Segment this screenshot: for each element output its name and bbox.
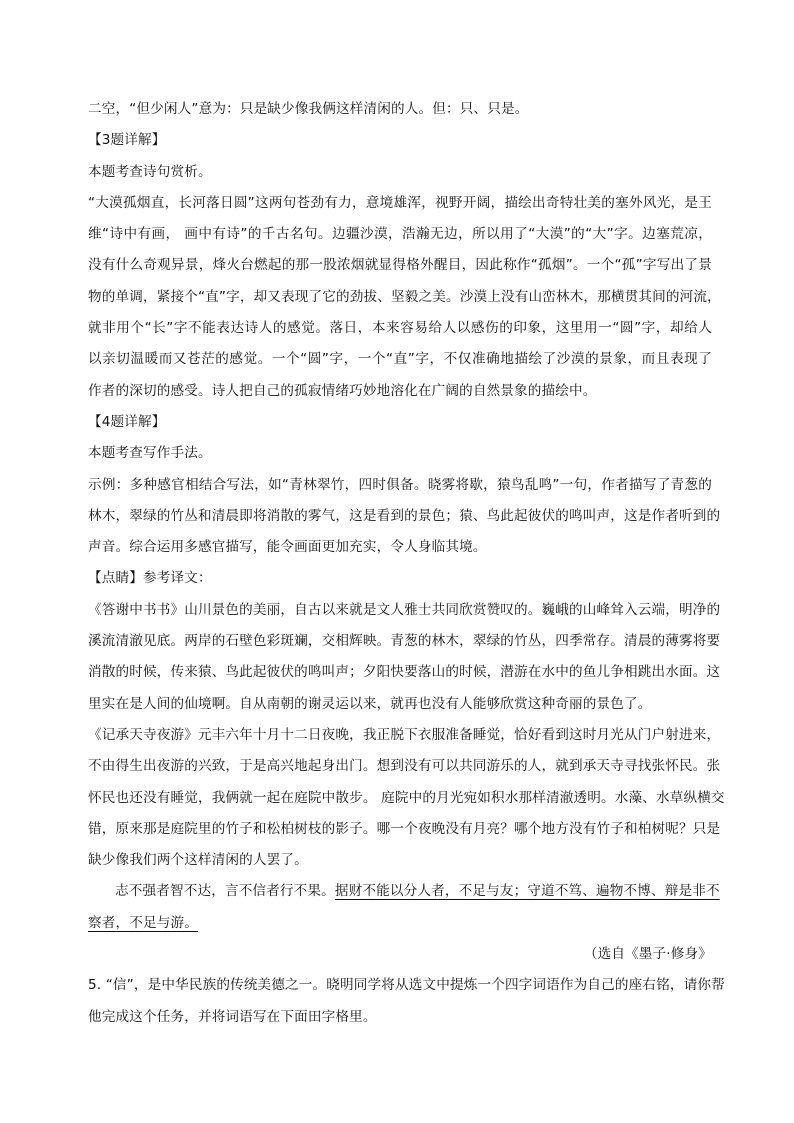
text-line: 示例：多种感官相结合写法，如“青林翠竹，四时俱备。晓雾将歇，猿鸟乱鸣”一句，作者描写了青葱的 xyxy=(88,476,712,493)
text-line: 怀民也还没有睡觉，我俩就一起在庭院中散步。 庭院中的月光宛如积水那样清澈透明。水藻、水草纵横交 xyxy=(88,789,725,806)
section-heading-dianjing: 【点睛】参考译文： xyxy=(88,570,212,587)
text-line: 维“诗中有画， 画中有诗”的千古名句。边疆沙漠，浩瀚无边，所以用了“大漠”的“大”字。边塞荒凉， xyxy=(88,226,712,243)
question-5-cont: 他完成这个任务，并将词语写在下面田字格里。 xyxy=(88,1008,377,1025)
section-heading-4: 【4题详解】 xyxy=(88,413,166,430)
text-line: 缺少像我们两个这样清闲的人罢了。 xyxy=(88,852,308,869)
underlined-quote: 察者，不足与游。 xyxy=(88,914,198,931)
text-line: 声音。综合运用多感官描写，能令画面更加充实，令人身临其境。 xyxy=(88,539,487,556)
text-line: 本题考查诗句赏析。 xyxy=(88,163,212,180)
text-line: 溪流清澈见底。两岸的石壁色彩斑斓，交相辉映。青葱的林木，翠绿的竹丛，四季常存。清晨的薄雾将要 xyxy=(88,633,721,650)
text-line: 里实在是人间的仙境啊。自从南朝的谢灵运以来，就再也没有人能够欣赏这种奇丽的景色了。 xyxy=(88,695,652,712)
text-line: “大漠孤烟直，长河落日圆”这两句苍劲有力，意境雄浑，视野开阔，描绘出奇特壮美的塞外风光，是王 xyxy=(88,194,712,211)
text-line: 就非用个“长”字不能表达诗人的感觉。落日，本来容易给人以感伤的印象，这里用一“圆”字，却给人 xyxy=(88,320,712,337)
quote-text: 志不强者智不达，言不信者行不果。 xyxy=(115,883,335,900)
section-heading-3: 【3题详解】 xyxy=(88,132,166,149)
text-line: 以亲切温暖而又苍茫的感觉。一个“圆”字，一个“直”字，不仅准确地描绘了沙漠的景象，而且表现了 xyxy=(88,351,712,368)
text-line: 林木，翠绿的竹丛和清晨即将消散的雾气，这是看到的景色；猿、鸟此起彼伏的鸣叫声，这是作者听到的 xyxy=(88,507,721,524)
text-line: 《记承天寺夜游》元丰六年十月十二日夜晚，我正脱下衣服准备睡觉，恰好看到这时月光从门户射进来， xyxy=(88,726,721,743)
text-line: 不由得生出夜游的兴致，于是高兴地起身出门。想到没有可以共同游乐的人，就到承天寺寻找张怀民。张 xyxy=(88,758,721,775)
text-line: 作者的深切的感受。诗人把自己的孤寂情绪巧妙地溶化在广阔的自然景象的描绘中。 xyxy=(88,382,597,399)
text-line: 《答谢中书书》山川景色的美丽，自古以来就是文人雅士共同欣赏赞叹的。巍峨的山峰耸入云端，明净的 xyxy=(88,601,721,618)
question-5: 5. “信”，是中华民族的传统美德之一。晓明同学将从选文中提炼一个四字词语作为自己的座右铭，请你帮 xyxy=(88,977,725,994)
text-line: 消散的时候，传来猿、鸟此起彼伏的鸣叫声；夕阳快要落山的时候，潜游在水中的鱼儿争相跳出水面。这 xyxy=(88,664,721,681)
text-line: 没有什么奇观异景，烽火台燃起的那一股浓烟就显得格外醒目，因此称作“孤烟”。一个“孤”字写出了景 xyxy=(88,257,712,274)
quote-line xyxy=(88,908,712,939)
text-line: 错，原来那是庭院里的竹子和松柏树枝的影子。哪一个夜晚没有月亮？哪个地方没有竹子和柏树呢？只是 xyxy=(88,820,721,837)
text-line: 本题考查写作手法。 xyxy=(88,445,212,462)
document-page xyxy=(88,94,725,1033)
text-line: 二空，“但少闲人”意为：只是缺少像我俩这样清闲的人。但：只、只是。 xyxy=(88,101,529,117)
source-citation: （选自《墨子·修身》 xyxy=(583,946,712,963)
underlined-quote: 据财不能以分人者，不足与友；守道不笃、遍物不博、辩是非不 xyxy=(334,883,720,900)
quote-line xyxy=(88,876,720,907)
text-line: 物的单调，紧接个“直”字，却又表现了它的劲拔、坚毅之美。沙漠上没有山峦林木，那横贯其间的河流， xyxy=(88,288,721,305)
